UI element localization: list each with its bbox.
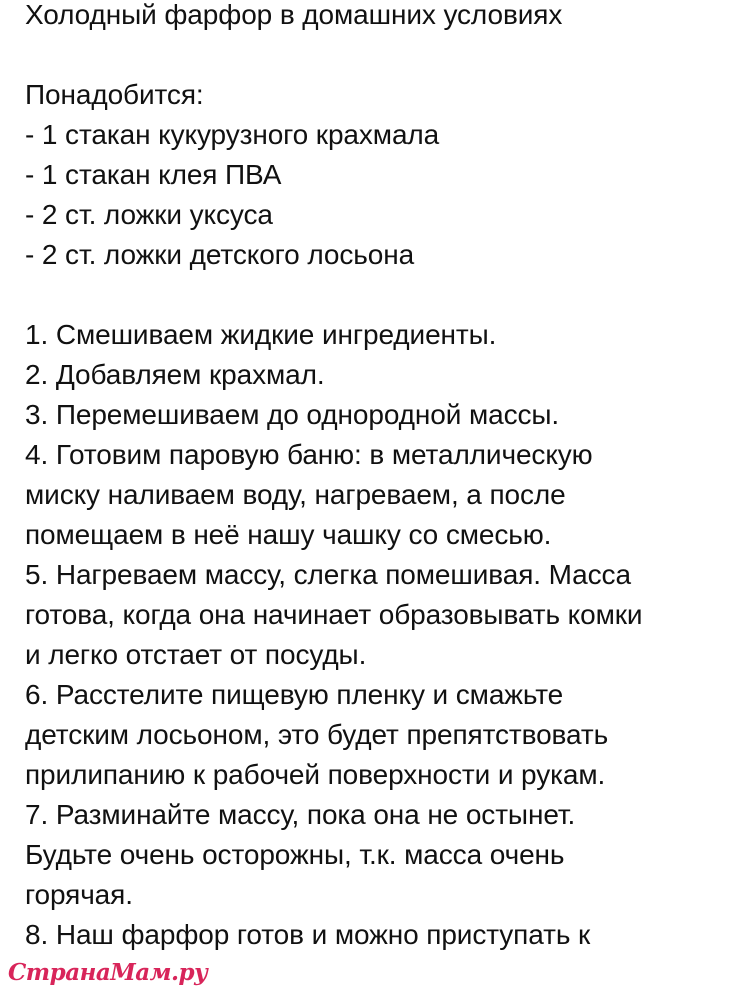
step-line: 3. Перемешиваем до однородной массы. (25, 399, 560, 430)
step-line: Будьте очень осторожны, т.к. масса очень (25, 839, 565, 870)
step-line: 6. Расстелите пищевую пленку и смажьте (25, 679, 564, 710)
document-title: Холодный фарфор в домашних условиях (25, 0, 563, 30)
step-line: 4. Готовим паровую баню: в металлическую (25, 439, 593, 470)
step-line: миску наливаем воду, нагреваем, а после (25, 479, 566, 510)
ingredient-item: - 2 ст. ложки уксуса (25, 199, 273, 230)
step-line: детским лосьоном, это будет препятствовать (25, 719, 609, 750)
spacer (25, 35, 740, 75)
site-watermark (8, 958, 207, 988)
step-line: 7. Разминайте массу, пока она не остынет. (25, 799, 576, 830)
watermark-text: СтранаМам.ру (8, 959, 208, 986)
ingredient-item: - 1 стакан кукурузного крахмала (25, 119, 440, 150)
step-line: готова, когда она начинает образовывать комки (25, 599, 643, 630)
ingredient-item: - 2 ст. ложки детского лосьона (25, 239, 415, 270)
recipe-document (25, 0, 740, 955)
spacer (25, 275, 740, 315)
step-line: 2. Добавляем крахмал. (25, 359, 325, 390)
ingredients-heading: Понадобится: (25, 79, 204, 110)
step-line: горячая. (25, 879, 133, 910)
step-line: прилипанию к рабочей поверхности и рукам. (25, 759, 606, 790)
ingredient-item: - 1 стакан клея ПВА (25, 159, 282, 190)
step-line: 8. Наш фарфор готов и можно приступать к (25, 919, 591, 950)
step-line: помещаем в неё нашу чашку со смесью. (25, 519, 552, 550)
step-line: и легко отстает от посуды. (25, 639, 367, 670)
step-line: 5. Нагреваем массу, слегка помешивая. Масса (25, 559, 631, 590)
step-line: 1. Смешиваем жидкие ингредиенты. (25, 319, 497, 350)
